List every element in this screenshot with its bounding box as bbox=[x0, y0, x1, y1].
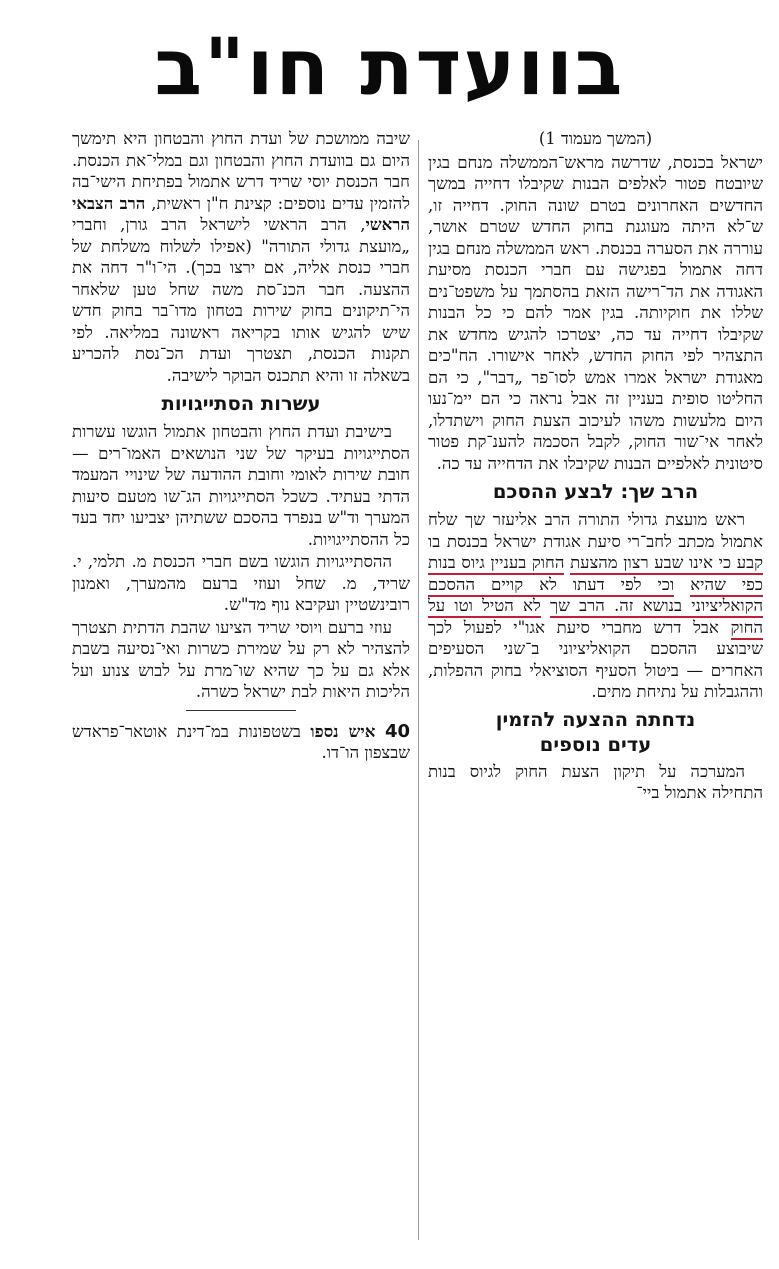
article-headline: בוועדת חו"ב bbox=[154, 23, 625, 113]
brief-number: 40 bbox=[384, 720, 410, 742]
column-divider bbox=[418, 140, 419, 1240]
paragraph: המערכה על תיקון הצעת החוק לגיוס בנות התחילה אתמול ביי־ bbox=[428, 761, 763, 802]
highlighted-line: הקואליציוני בנושא זה. הרב שך bbox=[550, 596, 763, 618]
right-column bbox=[428, 128, 763, 1258]
subheading-rav-shach: הרב שך: לבצע ההסכם bbox=[492, 480, 699, 503]
highlighted-line: קבע כי אינו שבע רצון מהצעת bbox=[570, 553, 763, 575]
text-span: אבל דרש מחברי סיעת אגו"י לפעול לכך שיבוצע ההסכם הקואליציוני ב־שני הסעיפים האחרים — ביטול הסעיף הסוציאלי בחוק ההפלות, וההגבלות על נתיחת מתים. bbox=[428, 617, 763, 701]
paragraph bbox=[72, 721, 410, 764]
subheading-line: עדים נוספים bbox=[539, 732, 652, 756]
paragraph: בישיבת ועדת החוץ והבטחון אתמול הוגשו עשרות הסתייגויות בעיקר של שני הנושאים האמו־רים — חובת שירות לאומי וחובת ההודעה של שינויי המעמד הדתי בעתיד. כשכל הסתייגויות הג־שו מטעם סיעות המערך וד"ש בנפרד בהסכם ששתיהן יצביעו יחד בעד כל ההסתייגויות. bbox=[72, 422, 410, 549]
subheading-line: נדחתה ההצעה להזמין bbox=[495, 707, 696, 731]
bold-span: איש נספו bbox=[310, 720, 376, 741]
text-span: בשטפונות במ־דינת אוטאר־פראדש שבצפון הו־דו. bbox=[72, 721, 410, 762]
text-span: שיבה ממושכת של ועדת החוץ והבטחון היא תימשך היום גם בוועדת החוץ והבטחון וגם במלי־את הכנסת. חבר הכנסת יוסי שריד דרש אתמול בפתיחת הישי־בה להזמין עדים נוספים: קצינת ח"ן ראשית, bbox=[72, 129, 410, 213]
paragraph: עוזי ברעם ויוסי שריד הציעו שהבת הדתית תצטרך להצהיר לא רק על שמירת כשרות ואי־נסיעה בשבת אלא גם על כך שהיא שו־מרת על לבוש צנוע ועל הליכות היאות לבת ישראל כשרה. bbox=[72, 617, 410, 701]
text-span: , הרב הראשי לישראל הרב גורן, וחברי „מועצת גדולי התורה" (אפילו לשלוח משלחת של חברי כנסת אליה, אם ירצו בכך). הי־ו"ר דחה את ההצעה. חבר הכנ־סת משה שחל טען שלאחר הי־תיקונים בחוק שירות בטחון מדו־בר בחוק חדש שיש להגיש אותו בקריאה ראשונה במליאה. לפי תקנות הכנסת, תצטרך ועדת הכ־נסת להכריע בשאלה זו והיא תתכנס הבוקר לישיבה. bbox=[72, 215, 410, 385]
highlighted-line: וכי לפי דעתו לא קויים ההסכם bbox=[428, 575, 674, 597]
bold-span: הרב הצבאי הראשי bbox=[72, 192, 410, 234]
paragraph: ההסתייגויות הוגשו בשם חברי הכנסת מ. תלמי, י. שריד, מ. שחל ועוזי ברעם מהמערך, ואמנון רובינשטיין ועקיבא נוף מד"ש. bbox=[72, 552, 410, 614]
text-span: ראש מועצת גדולי התורה הרב אליעזר שך שלח אתמול מכתב לחב־רי סיעת אגודת ישראל בכנסת בו bbox=[428, 510, 763, 551]
left-column bbox=[72, 128, 410, 1258]
subheading-reservations: עשרות הסתייגויות bbox=[161, 392, 321, 415]
highlighted-line: החוק בעניין גיוס בנות כפי שהיא bbox=[428, 553, 763, 597]
separator-line bbox=[186, 710, 296, 711]
paragraph-shach bbox=[428, 509, 763, 703]
news-brief bbox=[72, 721, 410, 764]
paragraph bbox=[72, 128, 410, 386]
continued-note: (המשך מעמוד 1) bbox=[538, 129, 653, 148]
highlighted-line: לא הטיל וטו על החוק bbox=[428, 596, 763, 640]
subheading-witnesses bbox=[428, 707, 763, 757]
paragraph: ישראל בכנסת, שדרשה מראש־הממשלה מנחם בגין שיובטח פטור לאלפים הבנות שקיבלו דחייה במשך החדשים האחרונים בטרם שונה החוק. דחייה זו, ש־לא היתה מעוגנת בחוק החדש שטרם אושר, עוררה את הסערה בכנסת. ראש הממשלה מנחם בגין דחה אתמול בפגישה עם חברי הכנסת מסיעת האגודה את הד־רישה הזאת בהסתמך על משפט־נים שללו את חוקיותה. בגין אמר להם כי כל הבנות שקיבלו דחייה עד כה, יצטרכו להגיש מחדש את התצהיר לפי החוק החדש, לאחר אישורו. הח"כים מאגודת ישראל אמרו אמש לסו־פר „דבר", כי הם החליטו סופית בעניין זה אבל נראה כי הם יימ־נעו היום מלעשות משהו לעיכוב הצעת החוק וישתדלו, לאחר אי־שור החוק, לקבל הסכמה להענ־קת פטור סיטונית לאלפיים הבנות שקיבלו את הדחייה עד כה. bbox=[428, 152, 763, 473]
